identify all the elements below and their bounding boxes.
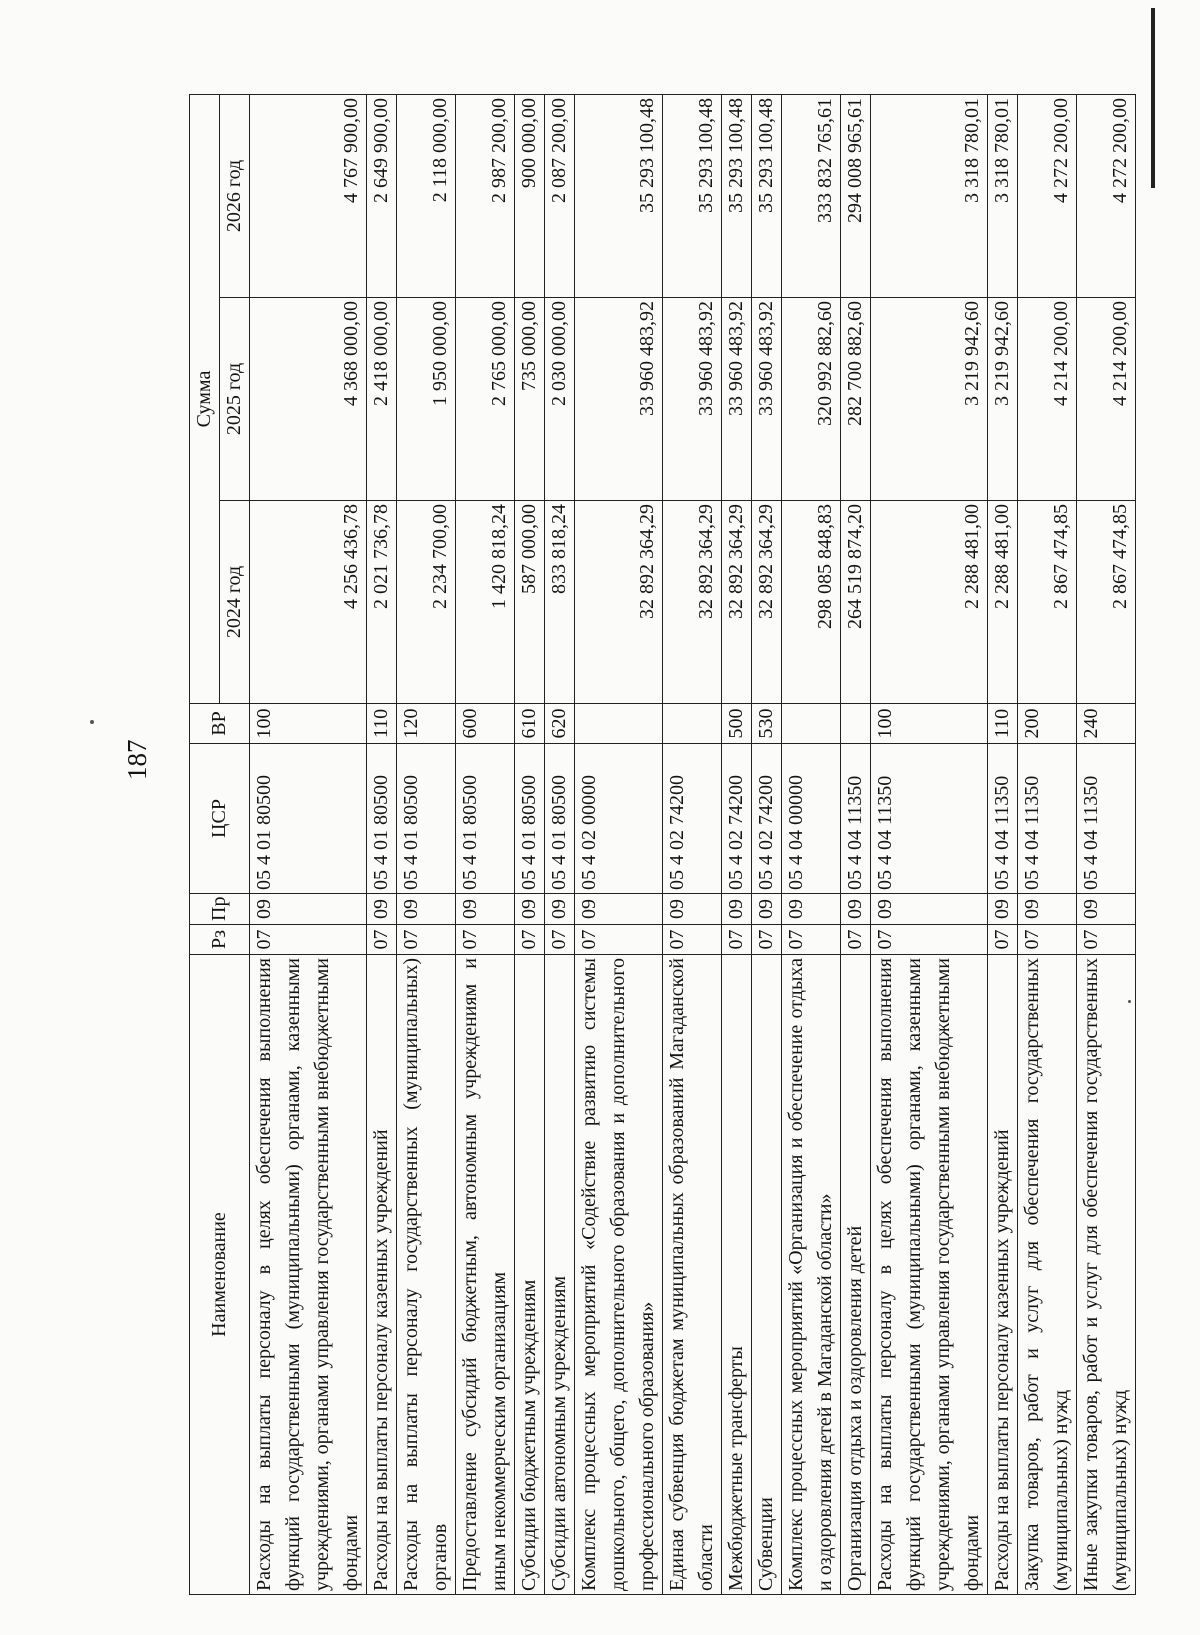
row-2026: 3 318 780,01 — [871, 94, 988, 297]
row-2026: 4 272 200,00 — [1077, 94, 1136, 297]
row-csr: 05 4 02 00000 — [575, 744, 663, 894]
row-vr — [663, 704, 722, 744]
row-2024: 2 234 700,00 — [397, 501, 456, 704]
row-pr: 09 — [752, 894, 782, 925]
row-rz: 07 — [515, 925, 545, 955]
scan-speck — [1128, 1000, 1131, 1003]
row-name: Расходы на выплаты персоналу в целях обеспечения выполнения функций государственными (муниципальными) органами, казенными учреждениями, органами управления государственными внебюджетными фондами — [250, 955, 367, 1595]
table-row — [722, 94, 752, 1594]
row-name: Закупка товаров, работ и услуг для обеспечения государственных (муниципальных) нужд — [1018, 955, 1077, 1595]
row-vr: 530 — [752, 704, 782, 744]
row-rz: 07 — [988, 925, 1018, 955]
row-vr — [575, 704, 663, 744]
row-2026: 294 008 965,61 — [841, 94, 871, 297]
row-rz: 07 — [397, 925, 456, 955]
row-pr: 09 — [367, 894, 397, 925]
table-row — [663, 94, 722, 1594]
row-vr: 100 — [250, 704, 367, 744]
row-2025: 282 700 882,60 — [841, 298, 871, 501]
row-csr: 05 4 01 80500 — [250, 744, 367, 894]
row-pr: 09 — [782, 894, 841, 925]
row-2026: 2 087 200,00 — [545, 94, 575, 297]
row-pr: 09 — [456, 894, 515, 925]
row-2025: 2 030 000,00 — [545, 298, 575, 501]
row-2025: 33 960 483,92 — [752, 298, 782, 501]
row-name: Расходы на выплаты персоналу казенных учреждений — [367, 955, 397, 1595]
row-name: Расходы на выплаты персоналу казенных учреждений — [988, 955, 1018, 1595]
row-2025: 33 960 483,92 — [663, 298, 722, 501]
row-name: Организация отдыха и оздоровления детей — [841, 955, 871, 1595]
row-vr — [782, 704, 841, 744]
row-2026: 35 293 100,48 — [663, 94, 722, 297]
row-2026: 35 293 100,48 — [575, 94, 663, 297]
row-vr: 200 — [1018, 704, 1077, 744]
row-name: Комплекс процессных мероприятий «Организация и обеспечение отдыха и оздоровления детей в Магаданской области» — [782, 955, 841, 1595]
table-row — [545, 94, 575, 1594]
row-2026: 900 000,00 — [515, 94, 545, 297]
row-rz: 07 — [1077, 925, 1136, 955]
table-row — [871, 94, 988, 1594]
row-rz: 07 — [545, 925, 575, 955]
row-2024: 32 892 364,29 — [663, 501, 722, 704]
row-pr: 09 — [841, 894, 871, 925]
row-csr: 05 4 02 74200 — [663, 744, 722, 894]
budget-table — [189, 94, 1136, 1595]
row-csr: 05 4 04 11350 — [988, 744, 1018, 894]
row-csr: 05 4 01 80500 — [367, 744, 397, 894]
row-2026: 2 987 200,00 — [456, 94, 515, 297]
rotated-page-content — [189, 95, 1131, 1595]
row-vr: 500 — [722, 704, 752, 744]
row-2025: 2 765 000,00 — [456, 298, 515, 501]
table-row — [515, 94, 545, 1594]
scan-speck — [90, 720, 94, 724]
row-pr: 09 — [1018, 894, 1077, 925]
row-2024: 2 867 474,85 — [1018, 501, 1077, 704]
row-csr: 05 4 04 11350 — [1077, 744, 1136, 894]
row-vr: 610 — [515, 704, 545, 744]
row-name: Комплекс процессных мероприятий «Содействие развитию системы дошкольного, общего, дополнительного образования и дополнительного профессионального образования» — [575, 955, 663, 1595]
row-rz: 07 — [782, 925, 841, 955]
row-vr — [841, 704, 871, 744]
header-sum: Сумма — [190, 94, 220, 703]
row-vr: 110 — [988, 704, 1018, 744]
table-row — [752, 94, 782, 1594]
row-rz: 07 — [663, 925, 722, 955]
row-pr: 09 — [575, 894, 663, 925]
row-2025: 320 992 882,60 — [782, 298, 841, 501]
table-row — [782, 94, 841, 1594]
row-2025: 4 214 200,00 — [1077, 298, 1136, 501]
row-vr: 120 — [397, 704, 456, 744]
row-pr: 09 — [722, 894, 752, 925]
header-vr: ВР — [190, 704, 250, 744]
row-2024: 2 288 481,00 — [988, 501, 1018, 704]
row-csr: 05 4 01 80500 — [545, 744, 575, 894]
scan-edge-mark — [1151, 8, 1155, 188]
row-csr: 05 4 04 00000 — [782, 744, 841, 894]
table-row — [575, 94, 663, 1594]
row-name: Расходы на выплаты персоналу государственных (муниципальных) органов — [397, 955, 456, 1595]
header-pr: Пр — [190, 894, 250, 925]
row-rz: 07 — [456, 925, 515, 955]
row-2024: 2 021 736,78 — [367, 501, 397, 704]
row-pr: 09 — [1077, 894, 1136, 925]
row-csr: 05 4 01 80500 — [515, 744, 545, 894]
row-2024: 587 000,00 — [515, 501, 545, 704]
row-pr: 09 — [250, 894, 367, 925]
row-2026: 4 767 900,00 — [250, 94, 367, 297]
row-name: Субвенции — [752, 955, 782, 1595]
table-row — [456, 94, 515, 1594]
table-row — [988, 94, 1018, 1594]
row-vr: 620 — [545, 704, 575, 744]
header-name: Наименование — [190, 955, 250, 1595]
row-2025: 3 219 942,60 — [871, 298, 988, 501]
row-name: Субсидии бюджетным учреждениям — [515, 955, 545, 1595]
row-2026: 2 118 000,00 — [397, 94, 456, 297]
row-name: Предоставление субсидий бюджетным, автономным учреждениям и иным некоммерческим организациям — [456, 955, 515, 1595]
row-rz: 07 — [841, 925, 871, 955]
row-pr: 09 — [515, 894, 545, 925]
row-2026: 3 318 780,01 — [988, 94, 1018, 297]
row-2024: 833 818,24 — [545, 501, 575, 704]
row-rz: 07 — [250, 925, 367, 955]
row-vr: 110 — [367, 704, 397, 744]
row-2026: 2 649 900,00 — [367, 94, 397, 297]
row-rz: 07 — [1018, 925, 1077, 955]
table-row — [250, 94, 367, 1594]
row-2024: 1 420 818,24 — [456, 501, 515, 704]
row-2026: 333 832 765,61 — [782, 94, 841, 297]
header-2026: 2026 год — [220, 94, 250, 297]
row-2026: 4 272 200,00 — [1018, 94, 1077, 297]
row-pr: 09 — [871, 894, 988, 925]
row-2024: 32 892 364,29 — [752, 501, 782, 704]
row-csr: 05 4 04 11350 — [841, 744, 871, 894]
row-2025: 1 950 000,00 — [397, 298, 456, 501]
row-name: Расходы на выплаты персоналу в целях обеспечения выполнения функций государственными (муниципальными) органами, казенными учреждениями, органами управления государственными внебюджетными фондами — [871, 955, 988, 1595]
row-pr: 09 — [988, 894, 1018, 925]
table-row — [397, 94, 456, 1594]
row-rz: 07 — [575, 925, 663, 955]
row-2024: 32 892 364,29 — [575, 501, 663, 704]
row-2025: 3 219 942,60 — [988, 298, 1018, 501]
row-2025: 4 214 200,00 — [1018, 298, 1077, 501]
row-2025: 4 368 000,00 — [250, 298, 367, 501]
header-2024: 2024 год — [220, 501, 250, 704]
row-csr: 05 4 02 74200 — [752, 744, 782, 894]
row-csr: 05 4 01 80500 — [456, 744, 515, 894]
row-csr: 05 4 04 11350 — [1018, 744, 1077, 894]
row-2024: 4 256 436,78 — [250, 501, 367, 704]
row-2026: 35 293 100,48 — [722, 94, 752, 297]
header-row — [190, 94, 220, 1594]
row-pr: 09 — [663, 894, 722, 925]
row-name: Единая субвенция бюджетам муниципальных образований Магаданской области — [663, 955, 722, 1595]
row-name: Межбюджетные трансферты — [722, 955, 752, 1595]
row-rz: 07 — [367, 925, 397, 955]
row-2024: 298 085 848,83 — [782, 501, 841, 704]
row-csr: 05 4 01 80500 — [397, 744, 456, 894]
row-2024: 2 867 474,85 — [1077, 501, 1136, 704]
row-pr: 09 — [545, 894, 575, 925]
row-2025: 33 960 483,92 — [722, 298, 752, 501]
row-csr: 05 4 04 11350 — [871, 744, 988, 894]
row-rz: 07 — [722, 925, 752, 955]
row-2025: 735 000,00 — [515, 298, 545, 501]
row-vr: 100 — [871, 704, 988, 744]
row-2024: 264 519 874,20 — [841, 501, 871, 704]
row-vr: 600 — [456, 704, 515, 744]
header-2025: 2025 год — [220, 298, 250, 501]
row-csr: 05 4 02 74200 — [722, 744, 752, 894]
table-row — [1077, 94, 1136, 1594]
row-name: Иные закупки товаров, работ и услуг для обеспечения государственных (муниципальных) нужд — [1077, 955, 1136, 1595]
page-number: 187 — [122, 739, 152, 780]
table-row — [1018, 94, 1077, 1594]
row-rz: 07 — [871, 925, 988, 955]
row-rz: 07 — [752, 925, 782, 955]
row-2024: 32 892 364,29 — [722, 501, 752, 704]
row-2026: 35 293 100,48 — [752, 94, 782, 297]
row-2025: 2 418 000,00 — [367, 298, 397, 501]
row-name: Субсидии автономным учреждениям — [545, 955, 575, 1595]
table-row — [367, 94, 397, 1594]
row-2025: 33 960 483,92 — [575, 298, 663, 501]
row-vr: 240 — [1077, 704, 1136, 744]
row-2024: 2 288 481,00 — [871, 501, 988, 704]
table-row — [841, 94, 871, 1594]
table-body — [250, 94, 1136, 1594]
header-csr: ЦСР — [190, 744, 250, 894]
row-pr: 09 — [397, 894, 456, 925]
header-rz: Рз — [190, 925, 250, 955]
